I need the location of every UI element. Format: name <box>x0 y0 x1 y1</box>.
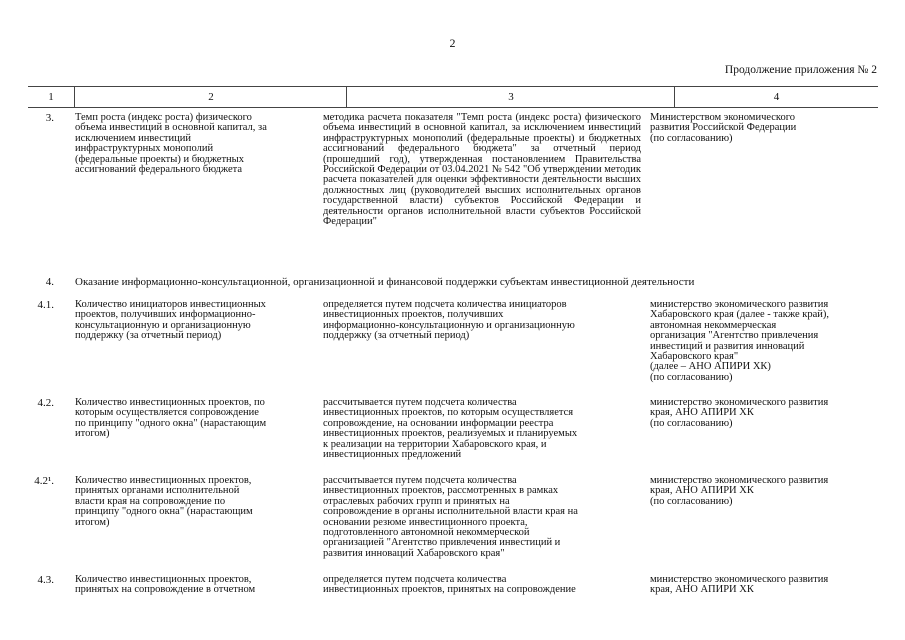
row-3-method: методика расчета показателя "Темп роста (индекс роста) физического объема инвестиций в основной капитал, за исключением инвестиций инфраструктурных монополий (федеральные проекты) и бюджетных ассигнований федерального бюджета" за отчетный период (прошедший год), утвержденная постановлением Правительства Российской Федерации от 03.04.2021 № 542 "Об утверждении методик расчета показателей для оценки эффективности деятельности высших должностных лиц (руководителей высших исполнительных органов государственной власти) субъектов Российской Федерации и деятельности органов исполнительной власти субъектов Российской Федерации" <box>323 112 641 228</box>
row-4-2-1-method: рассчитывается путем подсчета количества инвестиционных проектов, рассмотренных в рамках отраслевых рабочих групп и принятых на сопровождение в органы исполнительной власти края на основании резюме инвестиционного проекта, подготовленного автономной некоммерческой организацией "Агентство привлечения инвестиций и развития инноваций Хабаровского края" <box>323 475 578 559</box>
row-4-2-method: рассчитывается путем подсчета количества инвестиционных проектов, по которым осуществляется сопровождение, на основании информации реестра инвестиционных проектов, реализуемых и планируемых к реализации на территории Хабаровского края, и инвестиционных предложений <box>323 397 578 461</box>
row-4-1-number: 4.1. <box>37 299 54 311</box>
page-number: 2 <box>449 36 456 50</box>
row-4-2-responsible: министерство экономического развития края, АНО АПИРИ ХК (по согласованию) <box>650 397 829 429</box>
row-4-3-method: определяется путем подсчета количества инвестиционных проектов, принятых на сопровождение <box>323 574 576 596</box>
section-4-title: Оказание информационно-консультационной, организационной и финансовой поддержки субъектам инвестиционной деятельности <box>75 276 695 288</box>
row-4-3-responsible: министерство экономического развития края, АНО АПИРИ ХК <box>650 574 829 596</box>
header-col-1: 1 <box>48 91 54 103</box>
row-4-2-number: 4.2. <box>37 397 54 409</box>
header-col-4: 4 <box>674 87 878 107</box>
row-4-2-1-indicator: Количество инвестиционных проектов, принятых органами исполнительной власти края на сопровождение по принципу "одного окна" (нарастающим итогом) <box>75 475 253 528</box>
row-3-responsible: Министерством экономического развития Российской Федерации (по согласованию) <box>650 112 797 144</box>
row-4-2-indicator: Количество инвестиционных проектов, по которым осуществляется сопровождение по принципу "одного окна" (нарастающим итогом) <box>75 397 267 440</box>
row-4-2-1-number: 4.2¹. <box>34 475 54 487</box>
header-col-2: 2 <box>74 87 347 107</box>
row-4-3-indicator: Количество инвестиционных проектов, принятых на сопровождение в отчетном <box>75 574 256 596</box>
row-3-indicator: Темп роста (индекс роста) физического объема инвестиций в основной капитал, за исключением инвестиций инфраструктурных монополий (федеральные проекты) и бюджетных ассигнований федерального бюджета <box>75 112 267 176</box>
row-4-1-indicator: Количество инициаторов инвестиционных проектов, получивших информационно- консультационную и организационную поддержку (за отчетный период) <box>75 299 266 342</box>
header-col-3: 3 <box>346 87 675 107</box>
row-4-3-number: 4.3. <box>37 574 54 586</box>
row-4-2-1-responsible: министерство экономического развития края, АНО АПИРИ ХК (по согласованию) <box>650 475 829 507</box>
row-4-1-method: определяется путем подсчета количества инициаторов инвестиционных проектов, получивших информационно-консультационную и организационную поддержку (за отчетный период) <box>323 299 575 342</box>
table-header <box>28 86 878 108</box>
continuation-label: Продолжение приложения № 2 <box>724 64 877 76</box>
row-3-number: 3. <box>45 112 54 124</box>
row-4-1-responsible: министерство экономического развития Хабаровского края (далее - также край), автономная некоммерческая организация "Агентство привлечения инвестиций и развития инноваций Хабаровского края" (далее – АНО АПИРИ ХК) (по согласованию) <box>650 299 830 383</box>
section-4-number: 4. <box>45 276 54 288</box>
